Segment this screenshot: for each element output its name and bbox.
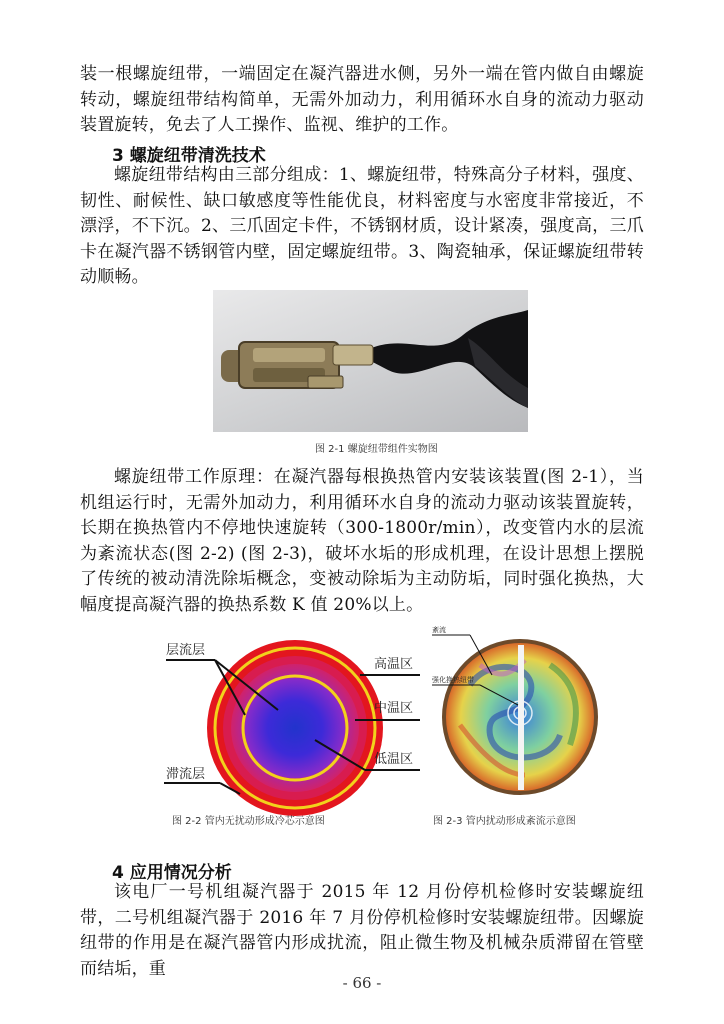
label-heat-enhancing-ribbon: 强化换热纽带: [432, 676, 474, 684]
page-number: - 66 -: [342, 974, 382, 992]
label-turbulence: 紊流: [432, 626, 446, 634]
ribbon-assembly-illustration: [213, 290, 528, 432]
label-high-temp-zone: 高温区: [374, 657, 414, 672]
figure-2-3-diagram: [430, 625, 606, 805]
figure-2-2-diagram: [160, 630, 422, 820]
low-temperature-core: [245, 678, 345, 778]
figure-2-2-caption: 图 2-2 管内无扰动形成冷芯示意图: [172, 816, 325, 827]
section-heading-4: 4 应用情况分析: [112, 863, 232, 883]
label-low-temp-zone: 低温区: [374, 752, 414, 767]
figure-2-3-caption: 图 2-3 管内扰动形成紊流示意图: [433, 816, 576, 827]
paragraph-principle: 螺旋纽带工作原理：在凝汽器每根换热管内安装该装置(图 2-1），当机组运行时，无需外加动力，利用循环水自身的流动力驱动该装置旋转，长期在换热管内不停地快速旋转（300-1800r/min），改变管内水的层流为紊流状态(图 2-2) (图 2-3)，破坏水垢的形成机理，在设计思想上摆脱了传统的被动清洗除垢概念，变被动除垢为主动防垢，同时强化换热，大幅度提高凝汽器的换热系数 K 值 20%以上。: [80, 467, 644, 615]
label-mid-temp-zone: 中温区: [374, 701, 414, 716]
figure-2-1-caption: 图 2-1 螺旋纽带组件实物图: [315, 444, 438, 455]
section-heading-3: 3 螺旋纽带清洗技术: [112, 146, 266, 166]
ribbon-assembly-photo: [213, 290, 528, 432]
paragraph-application: 该电厂一号机组凝汽器于 2015 年 12 月份停机检修时安装螺旋纽带，二号机组凝汽器于 2016 年 7 月份停机检修时安装螺旋纽带。因螺旋纽带的作用是在凝汽器管内形成扰流，阻止微生物及机械杂质滞留在管壁而结垢，重: [80, 882, 644, 979]
label-laminar-layer: 层流层: [166, 643, 206, 658]
paragraph-structure: 螺旋纽带结构由三部分组成：1、螺旋纽带，特殊高分子材料，强度、韧性、耐候性、缺口敏感度等性能优良，材料密度与水密度非常接近，不漂浮，不下沉。2、三爪固定卡件，不锈钢材质，设计紧凑，强度高，三爪卡在凝汽器不锈钢管内壁，固定螺旋纽带。3、陶瓷轴承，保证螺旋纽带转动顺畅。: [80, 165, 644, 287]
label-stagnant-layer: 滞流层: [166, 767, 206, 782]
ribbon-strip: [518, 645, 524, 790]
paragraph-intro: 装一根螺旋纽带，一端固定在凝汽器进水侧，另外一端在管内做自由螺旋转动，螺旋纽带结构简单，无需外加动力，利用循环水自身的流动力驱动装置旋转，免去了人工操作、监视、维护的工作。: [80, 64, 644, 135]
